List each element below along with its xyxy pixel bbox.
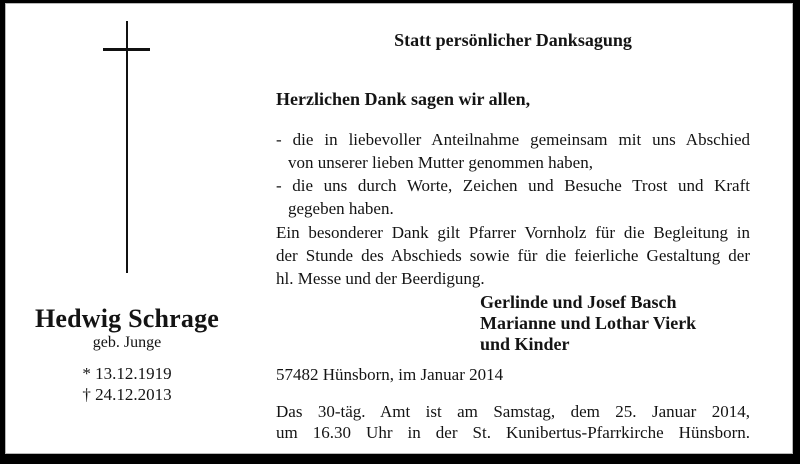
- family-name-line: Gerlinde und Josef Basch: [480, 292, 677, 312]
- special-thanks-line: hl. Messe und der Beerdigung.: [276, 269, 485, 288]
- special-thanks-paragraph: [276, 221, 750, 290]
- special-thanks-line: der Stunde des Abschieds sowie für die feierliche Gestaltung der: [276, 246, 750, 265]
- family-name-line: und Kinder: [480, 334, 570, 354]
- deceased-maiden-name: geb. Junge: [92, 334, 162, 351]
- thanks-intro: Herzlichen Dank sagen wir allen,: [276, 89, 531, 109]
- deceased-block: [6, 4, 248, 453]
- place-date-line: 57482 Hünsborn, im Januar 2014: [276, 365, 504, 384]
- service-line: Das 30-täg. Amt ist am Samstag, dem 25. Januar 2014,: [276, 402, 750, 421]
- family-signatures: [480, 292, 696, 355]
- family-name-line: Marianne und Lothar Vierk: [480, 313, 697, 333]
- thanks-line: von unserer lieben Mutter genommen haben,: [288, 153, 593, 172]
- thanks-line: - die uns durch Worte, Zeichen und Besuche Trost und Kraft: [276, 176, 750, 195]
- obituary-card: [6, 4, 792, 453]
- thanks-list: [276, 128, 750, 220]
- notice-text-block: [276, 4, 750, 453]
- thanks-line: - die in liebevoller Anteilnahme gemeinsam mit uns Abschied: [276, 130, 750, 149]
- dedication-title: Statt persönlicher Danksagung: [394, 30, 632, 50]
- thanks-line: gegeben haben.: [288, 199, 394, 218]
- birth-date: * 13.12.1919: [82, 364, 172, 383]
- service-line: um 16.30 Uhr in der St. Kunibertus-Pfarrkirche Hünsborn.: [276, 423, 750, 442]
- deceased-name: Hedwig Schrage: [34, 304, 220, 333]
- special-thanks-line: Ein besonderer Dank gilt Pfarrer Vornholz für die Begleitung in: [276, 223, 750, 242]
- memorial-service-info: [276, 401, 750, 443]
- death-date: † 24.12.2013: [82, 385, 172, 404]
